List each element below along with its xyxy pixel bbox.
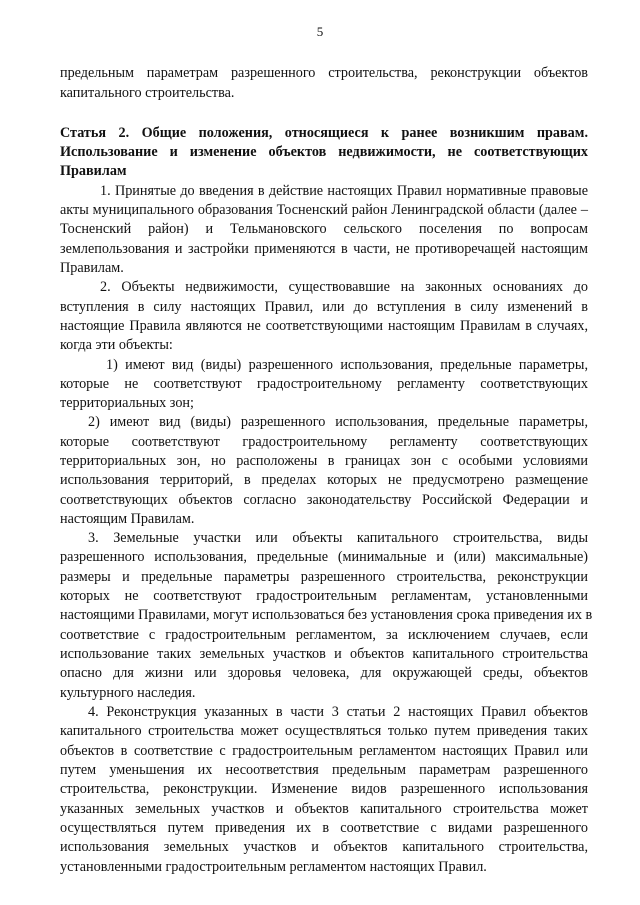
text-line: соответствующих объектов согласно законодательству Российской Федерации и [60, 492, 588, 508]
text-line: территориальных зон, но расположены в границах зон с особыми условиями [60, 453, 588, 469]
text-line: использования земельных участков и объектов капитального строительства, [60, 839, 588, 855]
text-line: которые соответствуют градостроительному регламенту соответствующих [60, 434, 588, 450]
text-line: землепользования и застройки применяются в части, не противоречащей настоящим [60, 241, 588, 257]
text-line: размеры и предельные параметры разрешенного строительства, реконструкции [60, 569, 588, 585]
text-line: Правилам. [60, 260, 124, 276]
text-line: разрешенного использования, предельные (минимальные и (или) максимальные) [60, 549, 588, 565]
text-line: 1. Принятые до введения в действие настоящих Правил нормативные правовые [100, 183, 588, 199]
text-line: 1) имеют вид (виды) разрешенного использования, предельные параметры, [106, 357, 588, 373]
text-line: осуществляться путем приведения их в соответствие с видами разрешенного [60, 820, 588, 836]
text-line: 2. Объекты недвижимости, существовавшие на законных основаниях до [100, 279, 588, 295]
text-line: капитального строительства. [60, 85, 235, 101]
text-line: территориальных зон; [60, 395, 194, 411]
article-heading-line: Использование и изменение объектов недвижимости, не соответствующих [60, 144, 588, 160]
article-heading-line: Правилам [60, 163, 127, 179]
text-line: 3. Земельные участки или объекты капитального строительства, виды [88, 530, 588, 546]
text-line: культурного наследия. [60, 685, 196, 701]
text-line: предельным параметрам разрешенного строительства, реконструкции объектов [60, 65, 588, 81]
text-line: опасно для жизни или здоровья человека, для окружающей среды, объектов [60, 665, 588, 681]
text-line: которых не соответствуют градостроительным регламентам, установленными [60, 588, 588, 604]
text-line: акты муниципального образования Тосненский район Ленинградской области (далее – [60, 202, 588, 218]
text-line: использования территорий, в пределах которых не предусмотрено размещение [60, 472, 588, 488]
text-line: объектов в соответствие с градостроительным регламентом настоящих Правил или [60, 743, 588, 759]
text-line: 4. Реконструкция указанных в части 3 статьи 2 настоящих Правил объектов [88, 704, 588, 720]
text-line: настоящим Правилам. [60, 511, 195, 527]
text-line: 2) имеют вид (виды) разрешенного использования, предельные параметры, [88, 414, 588, 430]
text-line: Тосненский район) и Тельмановского сельского поселения по вопросам [60, 221, 588, 237]
text-line: использование таких земельных участков и объектов капитального строительства [60, 646, 588, 662]
text-line: путем уменьшения их несоответствия предельным параметрам разрешенного [60, 762, 588, 778]
text-line: указанных земельных участков и объектов капитального строительства может [60, 801, 588, 817]
text-line: установленными градостроительным регламентом настоящих Правил. [60, 859, 487, 875]
text-line: настоящими Правилами, могут использоваться без установления срока приведения их в [60, 607, 593, 623]
page-number: 5 [316, 24, 324, 39]
text-line: которые не соответствуют градостроительному регламенту соответствующих [60, 376, 588, 392]
article-heading-line: Статья 2. Общие положения, относящиеся к ранее возникшим правам. [60, 125, 588, 141]
text-line: капитального строительства может осуществляться только путем приведения таких [60, 723, 588, 739]
text-line: вступления в силу настоящих Правил, или до вступления в силу изменений в [60, 299, 588, 315]
text-line: соответствие с градостроительным регламентом, за исключением случаев, если [60, 627, 588, 643]
text-line: настоящие Правила являются не соответствующими настоящим Правилам в случаях, [60, 318, 588, 334]
text-line: когда эти объекты: [60, 337, 173, 353]
text-line: строительства, реконструкции. Изменение видов разрешенного использования [60, 781, 588, 797]
